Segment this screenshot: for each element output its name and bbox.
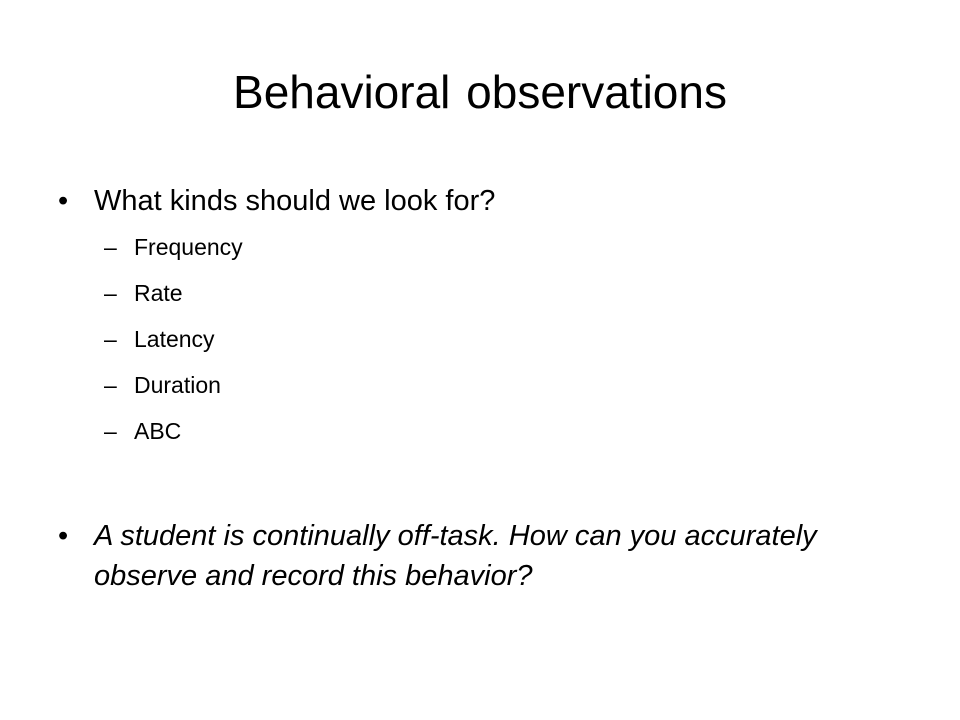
list-item	[104, 320, 504, 366]
bullet-scenario	[58, 516, 908, 600]
list-item-label: Latency	[134, 326, 215, 352]
observation-types-list	[104, 228, 504, 458]
list-item	[104, 274, 504, 320]
dash-marker: –	[104, 234, 117, 260]
list-item	[104, 366, 504, 412]
list-item-label: Duration	[134, 372, 221, 398]
bullet-text: What kinds should we look for?	[94, 185, 496, 217]
dash-marker: –	[104, 326, 117, 352]
dash-marker: –	[104, 280, 117, 306]
bullet-text: A student is continually off-task. How can you accurately observe and record this behavior?	[94, 520, 817, 592]
dash-marker: –	[104, 418, 117, 444]
slide-title: Behavioral observations	[233, 66, 727, 118]
list-item-label: ABC	[134, 418, 182, 444]
dash-marker: –	[104, 372, 117, 398]
bullet-marker: •	[58, 185, 69, 217]
list-item	[104, 412, 504, 458]
bullet-marker: •	[58, 520, 69, 552]
list-item	[104, 228, 504, 274]
list-item-label: Rate	[134, 280, 183, 306]
list-item-label: Frequency	[134, 234, 243, 260]
bullet-question	[58, 181, 908, 225]
